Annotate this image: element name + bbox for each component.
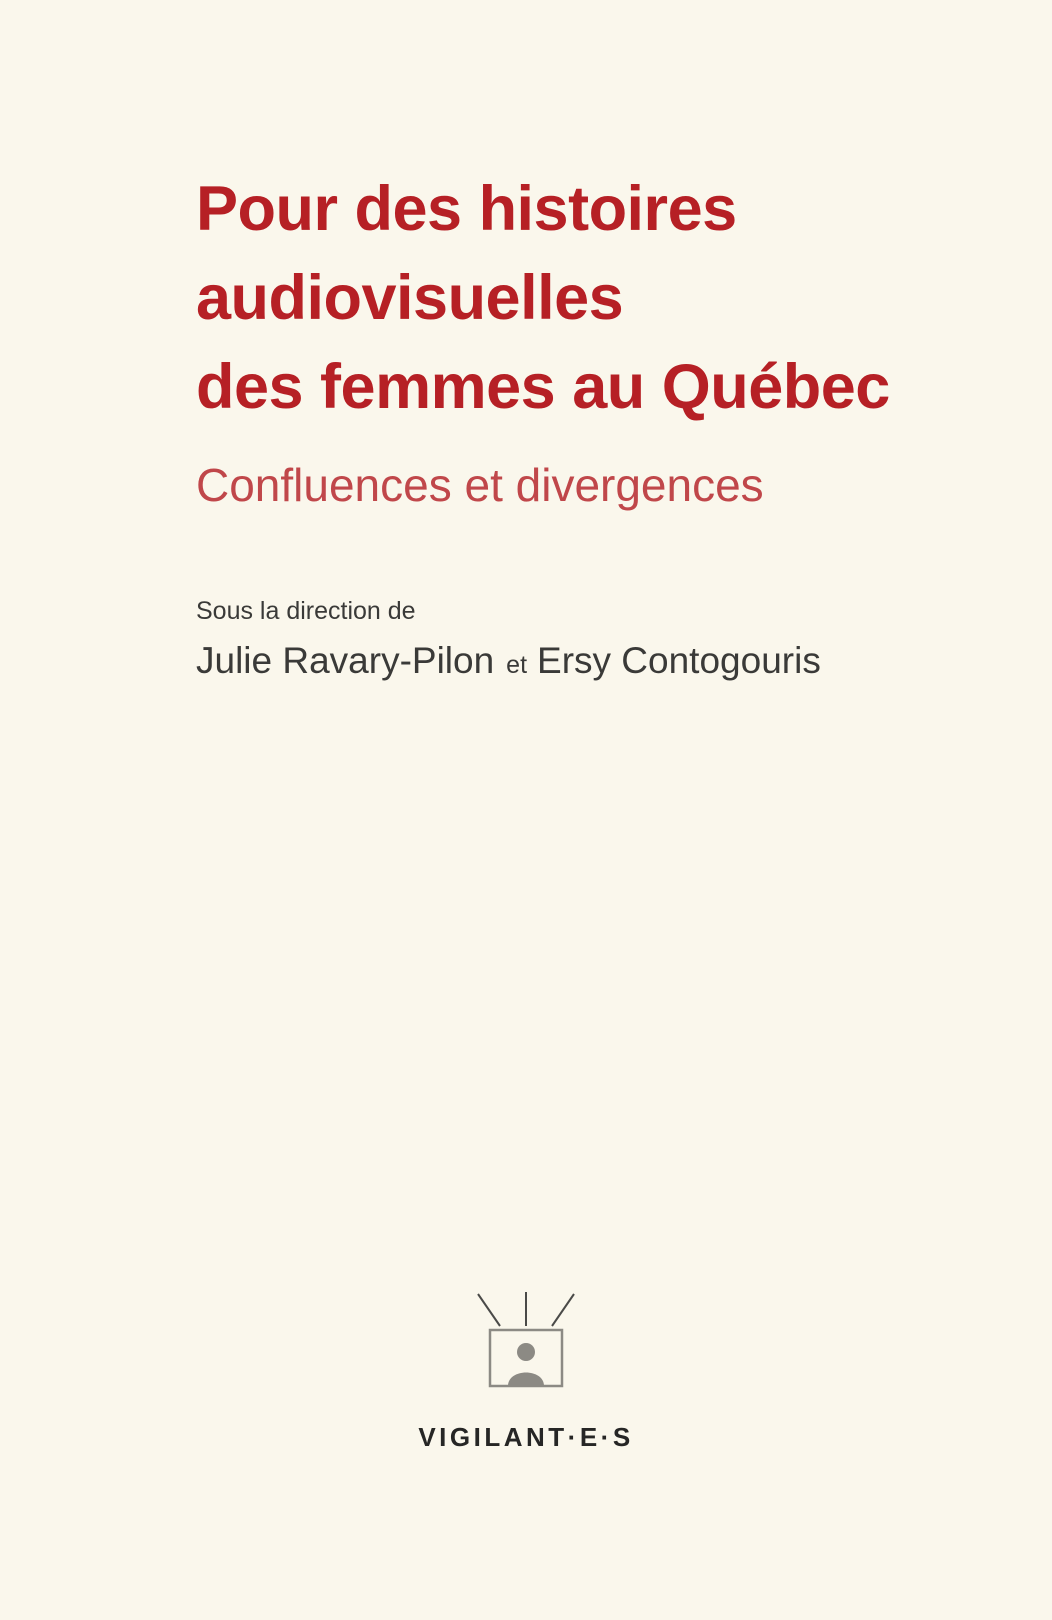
publisher-block xyxy=(0,1290,1052,1453)
television-person-logo-icon xyxy=(446,1290,606,1400)
title-line-1: Pour des histoires xyxy=(196,174,737,244)
title-line-2: audiovisuelles xyxy=(196,263,624,333)
title-line-3: des femmes au Québec xyxy=(196,352,890,422)
publisher-name: VIGILANT·E·S xyxy=(418,1422,634,1452)
editors-credit xyxy=(196,592,996,691)
page-subtitle: Confluences et divergences xyxy=(196,459,764,511)
editors-conjunction: et xyxy=(506,651,528,679)
editors-intro-label: Sous la direction de xyxy=(196,597,416,625)
page-title xyxy=(196,165,996,432)
editors-names xyxy=(196,635,996,691)
editor-name-second: Ersy Contogouris xyxy=(537,640,821,681)
editor-name-first: Julie Ravary-Pilon xyxy=(196,640,495,681)
